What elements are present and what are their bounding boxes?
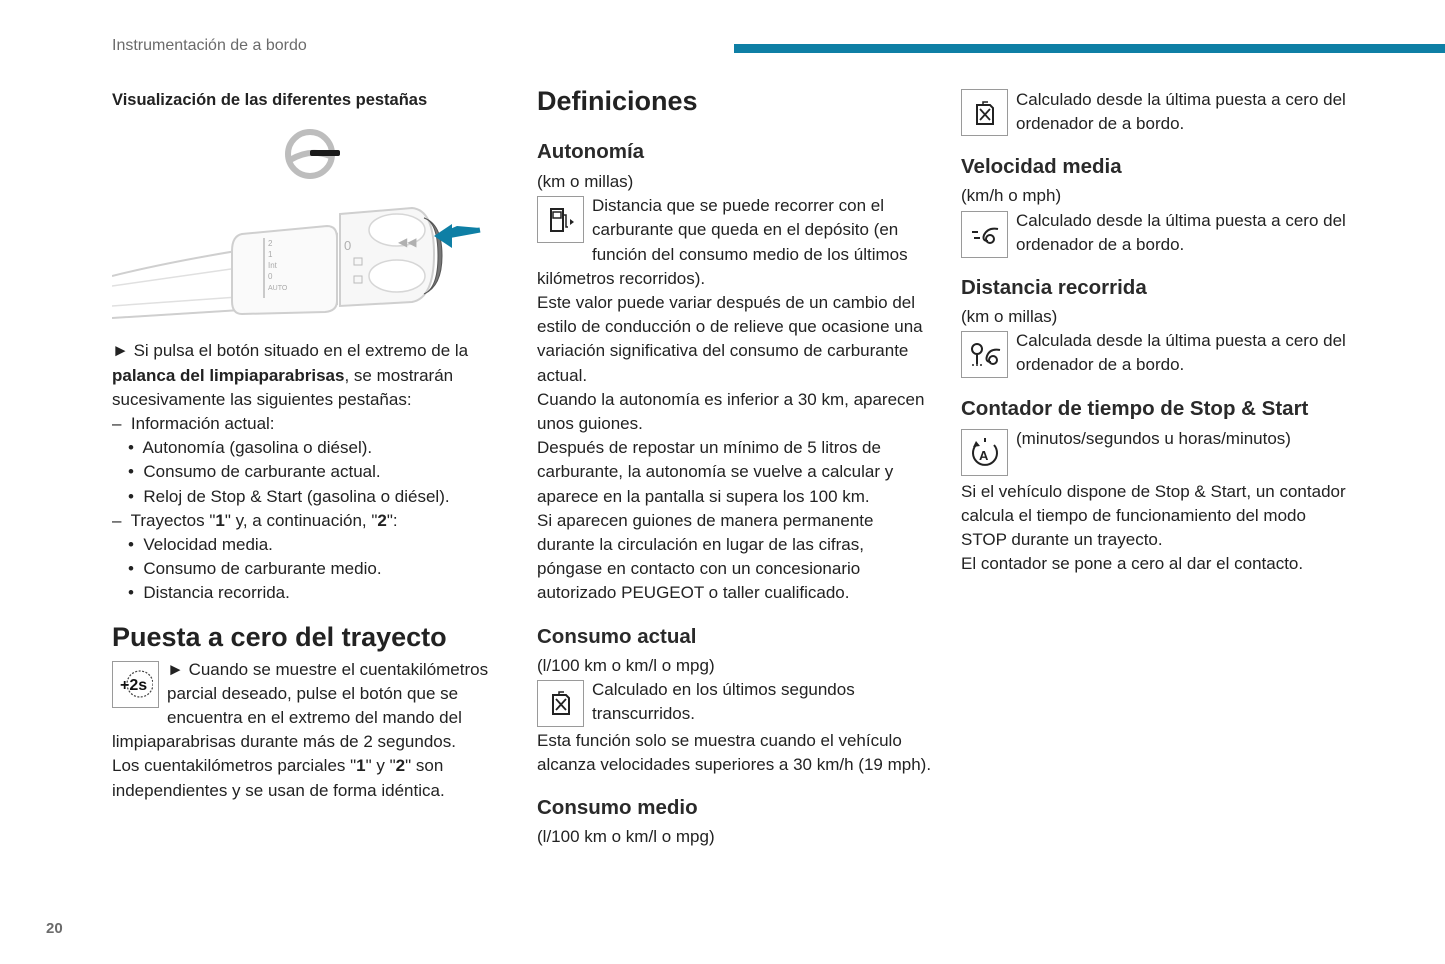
autonomy-heading: Autonomía — [537, 140, 645, 163]
bullet-arrow-icon: ► — [167, 659, 184, 679]
reset-note: Los cuentakilómetros parciales "1" y "2" son independientes y se usan de forma idéntica. — [112, 756, 445, 800]
autonomy-p1: Este valor puede variar después de un cambio del estilo de conducción o de relieve que ocasione una variación significativa del consumo de carburante actual. — [537, 293, 923, 385]
page-number: 20 — [46, 920, 63, 937]
distance-desc: Calculada desde la última puesta a cero del ordenador de a bordo. — [1016, 331, 1346, 375]
info-label: – Información actual: — [112, 414, 275, 434]
stop-start-p1: Si el vehículo dispone de Stop & Start, un contador calcula el tiempo de funcionamiento del modo STOP durante un trayecto. — [961, 481, 1346, 550]
position-auto-label: AUTO — [268, 285, 288, 293]
rewind-icon: ◀◀ — [398, 235, 417, 250]
fuel-range-icon — [537, 196, 584, 243]
distance-travelled-icon — [961, 331, 1008, 378]
reset-trip-block — [112, 658, 512, 803]
tabs-heading: Visualización de las diferentes pestañas — [112, 91, 428, 109]
list-item: • Reloj de Stop & Start (gasolina o diésel). — [128, 486, 450, 506]
list-item: • Distancia recorrida. — [128, 583, 290, 603]
autonomy-p4: Si aparecen guiones de manera permanente durante la circulación en lugar de las cifras, póngase en contacto con un concesionario autorizado PEUGEOT o taller cualificado. — [537, 510, 874, 603]
running-header: Instrumentación de a bordo — [112, 37, 307, 54]
stop-start-timer-icon — [961, 429, 1008, 476]
average-consumption-heading: Consumo medio — [537, 796, 698, 820]
list-item: • Consumo de carburante actual. — [128, 462, 381, 482]
autonomy-desc: Distancia que se puede recorrer con el carburante que queda en el depósito (en función del consumo medio de los últimos kilómetros recorridos). — [537, 196, 908, 288]
steering-wheel-icon — [288, 132, 340, 176]
average-consumption-icon — [961, 89, 1008, 136]
average-speed-icon — [961, 211, 1008, 258]
wiper-stalk-illustration — [112, 126, 482, 322]
autonomy-p3: Después de repostar un mínimo de 5 litros de carburante, la autonomía se vuelve a calcular y aparece en la pantalla si supera los 100 km. — [537, 438, 894, 506]
info-list — [112, 436, 512, 509]
distance-heading: Distancia recorrida — [961, 276, 1147, 300]
distance-unit: (km o millas) — [961, 307, 1058, 327]
stop-start-unit: (minutos/segundos u horas/minutos) — [1016, 428, 1291, 448]
current-consumption-desc: Calculado en los últimos segundos transcurridos. — [592, 679, 855, 724]
list-item: • Autonomía (gasolina o diésel). — [128, 438, 373, 458]
average-speed-unit: (km/h o mph) — [961, 186, 1062, 206]
autonomy-unit: (km o millas) — [537, 172, 634, 191]
header-accent-bar — [734, 44, 1445, 53]
current-consumption-unit: (l/100 km o km/l o mpg) — [537, 655, 715, 675]
trips-label: – Trayectos "1" y, a continuación, "2": — [112, 510, 398, 530]
definitions-title: Definiciones — [537, 86, 698, 116]
left-column — [112, 88, 512, 803]
average-consumption-unit: (l/100 km o km/l o mpg) — [537, 827, 715, 847]
list-item: • Consumo de carburante medio. — [128, 559, 382, 579]
current-consumption-heading: Consumo actual — [537, 624, 697, 648]
position-int-label: Int — [268, 261, 277, 271]
stalk-zero-label: 0 — [344, 238, 352, 254]
position-1-label: 1 — [268, 250, 273, 260]
svg-text:A: A — [978, 448, 988, 464]
average-consumption-desc: Calculado desde la última puesta a cero del ordenador de a bordo. — [1016, 90, 1346, 134]
reset-trip-title: Puesta a cero del trayecto — [112, 621, 447, 652]
middle-column — [537, 84, 932, 849]
current-consumption-note: Esta función solo se muestra cuando el vehículo alcanza velocidades superiores a 30 km/h (19 mph). — [537, 730, 932, 775]
list-item: • Velocidad media. — [128, 535, 273, 555]
stop-start-heading: Contador de tiempo de Stop & Start — [961, 396, 1309, 420]
position-0-label: 0 — [268, 272, 273, 282]
autonomy-p2: Cuando la autonomía es inferior a 30 km, aparecen unos guiones. — [537, 389, 925, 434]
fuel-consumption-icon — [537, 680, 584, 727]
average-speed-heading: Velocidad media — [961, 155, 1122, 179]
trips-list — [112, 533, 512, 606]
right-column — [961, 88, 1356, 576]
plus-2s-icon — [112, 661, 159, 708]
stop-start-p2: El contador se pone a cero al dar el contacto. — [961, 554, 1304, 574]
reset-instructions: ► Cuando se muestre el cuentakilómetros parcial deseado, pulse el botón que se encuentra en el extremo del mando del limpiaparabrisas durante más de 2 segundos. — [112, 659, 489, 752]
average-speed-desc: Calculado desde la última puesta a cero del ordenador de a bordo. — [1016, 210, 1346, 254]
svg-text:+2s: +2s — [119, 677, 147, 695]
intro-paragraph: ► Si pulsa el botón situado en el extremo de la palanca del limpiaparabrisas, se mostrarán sucesivamente las siguientes pestañas: — [112, 341, 469, 409]
bullet-arrow-icon: ► — [112, 341, 129, 361]
position-2-label: 2 — [268, 239, 273, 249]
